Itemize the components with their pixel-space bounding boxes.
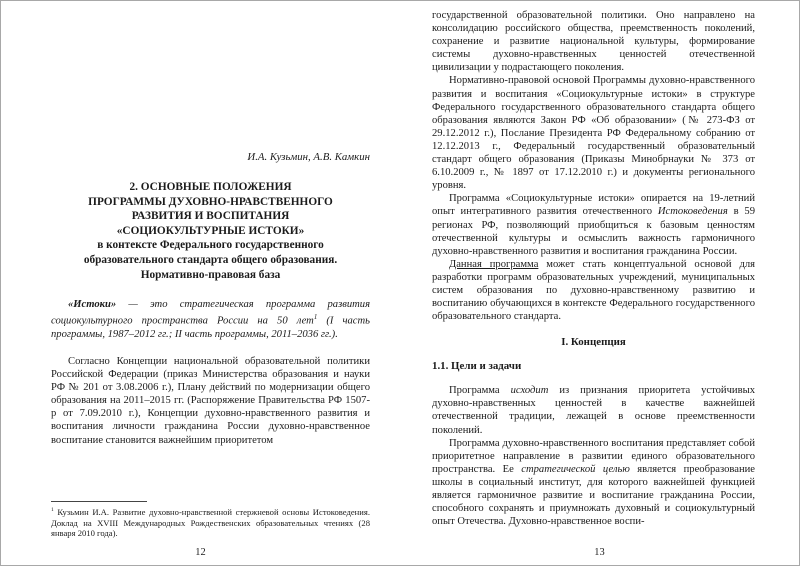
paragraph-conceptual: Данная программа может стать концептуальной основой для разработки программ образовательных учреждений, муниципальных систем образования по духовно-нравственному развитию и воспитанию обучающихся в контексте Федерального государственного образовательного стандарта. (432, 258, 755, 323)
page-left (1, 1, 400, 565)
body-paragraph: Согласно Концепции национальной образовательной политики Российской Федерации (приказ Министерства образования и науки РФ № 201 от 3.08.2006 г.), Плану действий по модернизации общего образования на 2011–2015 гг. (Распоряжение Правительства РФ 1507-р от 7.09.2010 г.), Концепции духовно-нравственного развития и воспитания личности гражданина России духовно-нравственное воспитание становится важнейшим приоритетом (51, 355, 370, 446)
paragraph-strategy: Программа духовно-нравственного воспитания представляет собой приоритетное направление в развитии единого образовательного пространства. Ее стратегической целью является преобразование школы в социальный институт, для которого важнейшей функцией является гармоничное развитие и воспитание гражданина России, способного сохранять и приумножать духовный и социокультурный опыт Отечества. Духовно-нравственное воспи- (432, 437, 756, 528)
lead-paragraph: «Истоки» — это стратегическая программа развития социокультурного пространства России на 50 лет$^1$ (I часть программы, 1987–2012 гг.; II часть программы, 2011–2036 гг.). (51, 299, 370, 340)
page-number-left: 12 (195, 547, 206, 558)
paragraph-continuation: государственной образовательной политики. Оно направлено на консолидацию российского общества, преемственность поколений, сохранение и развитие национальной культуры, формирование системы духовно-нравственных ценностей отечественной цивилизации у подрастающего поколения. (432, 10, 755, 74)
page-number-right: 13 (594, 547, 605, 558)
section-heading: I. Концепция (561, 336, 626, 349)
footnote-text: $^1$ Кузьмин И.А. Развитие духовно-нравственной стержневой основы Истоковедения. Доклад на XVIII Международных Рождественских образовательных чтениях (28 января 2010 года). (51, 507, 370, 539)
authors-line: И.А. Кузьмин, А.В. Камкин (247, 151, 370, 163)
footnote-rule (51, 501, 147, 502)
paragraph-normative: Нормативно-правовой основой Программы духовно-нравственного развития и воспитания «Социокультурные истоки» в структуре Федерального государственного образовательного стандарта общего образования являются Закон РФ «Об образовании» (№ 273-ФЗ от 29.12.2012 г.), Послание Президента РФ Федеральному собранию от 12.12.2013 г., Федеральный государственный образовательный стандарт общего образования (Приказы Минобрнауки № 373 от 6.10.2009 г., № 1897 от 17.12.2010 г.) и документы регионального уровня. (432, 75, 755, 192)
paragraph-goals: Программа исходит из признания приоритета устойчивых духовно-нравственных ценностей в качестве важнейшей отечественной традиции, лежащей в основе преемственности поколений. (432, 385, 755, 436)
footnote-block (51, 501, 370, 539)
paragraph-experience: Программа «Социокультурные истоки» опирается на 19-летний опыт интегративного развития отечественного Истоковедения в 59 регионах РФ, позволяющий приобщиться к базовым ценностям отечественной культуры и осмыслить важность гармоничного духовно-нравственного развития и воспитания гражданина России. (432, 193, 755, 257)
chapter-heading: 2. ОСНОВНЫЕ ПОЛОЖЕНИЯ ПРОГРАММЫ ДУХОВНО-НРАВСТВЕННОГО РАЗВИТИЯ И ВОСПИТАНИЯ «СОЦИОКУЛЬТУРНЫЕ ИСТОКИ» в контексте Федерального государственного образовательного стандарта общего образования. Нормативно-правовая база (83, 181, 338, 281)
subsection-heading: 1.1. Цели и задачи (432, 360, 522, 373)
page-right (400, 1, 799, 565)
